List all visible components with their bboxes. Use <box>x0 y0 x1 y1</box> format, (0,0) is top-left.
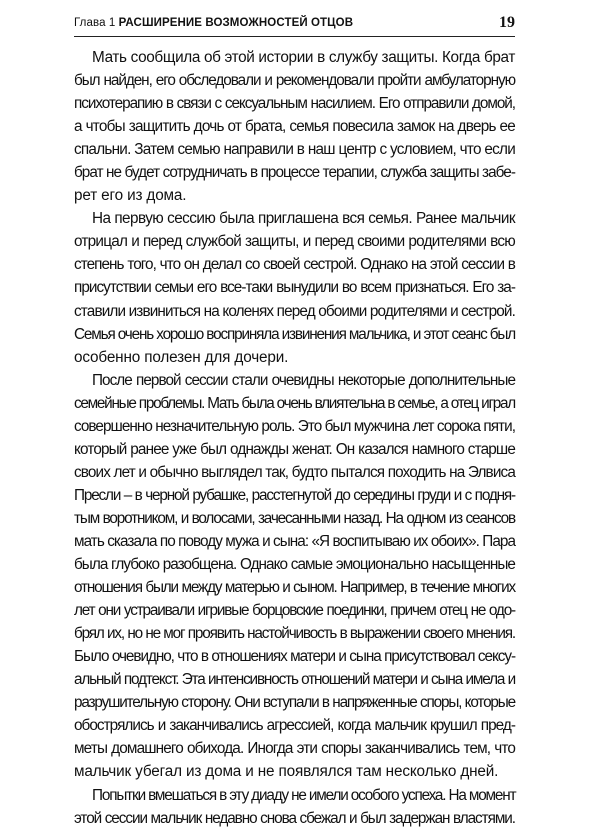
chapter-number: Глава 1 <box>74 17 116 29</box>
text-line: рет его из дома. <box>74 187 187 205</box>
text-line: а чтобы защитить дочь от брата, семья повесила замок на дверь ее <box>74 118 515 136</box>
text-line: Семья очень хорошо восприняла извинения мальчика, и этот сеанс был <box>74 325 515 343</box>
text-line: брял их, но не мог проявить настойчивость в выражении своего мнения. <box>74 625 515 643</box>
running-head <box>74 17 353 29</box>
text-line: присутствии семьи его все-таки вынудили во всем признаться. Его за- <box>74 279 515 297</box>
text-line: спальни. Затем семью направили в наш центр с условием, что если <box>74 141 515 159</box>
text-line: Попытки вмешаться в эту диаду не имели особого успеха. На момент <box>92 786 516 804</box>
text-line: меты домашнего обихода. Иногда эти споры заканчивались тем, что <box>74 740 515 758</box>
text-line: тым воротником, и волосами, зачесанными назад. На одном из сеансов <box>74 509 515 527</box>
text-line: брат не будет сотрудничать в процессе терапии, служба защиты забе- <box>74 164 515 182</box>
text-line: Пресли – в черной рубашке, расстегнутой до середины груди и с подня- <box>74 486 515 504</box>
page-number: 19 <box>499 14 515 31</box>
text-line: степень того, что он делал со своей сестрой. Однако на этой сессии в <box>74 256 515 274</box>
text-line: отношения были между матерью и сыном. Например, в течение многих <box>74 579 515 597</box>
text-line: На первую сессию была приглашена вся семья. Ранее мальчик <box>92 210 515 228</box>
text-line: лет они устраивали игривые борцовские поединки, причем отец не одо- <box>74 602 515 620</box>
text-line: отрицал и перед службой защиты, и перед своими родителями всю <box>74 233 515 251</box>
text-line: Было очевидно, что в отношениях матери и сына присутствовал сексу- <box>74 648 515 666</box>
page-header <box>74 14 515 37</box>
text-line: альный подтекст. Эта интенсивность отношений матери и сына имела и <box>74 671 515 689</box>
text-line: особенно полезен для дочери. <box>74 348 289 366</box>
text-line: обострялись и заканчивались агрессией, когда мальчик крушил пред- <box>74 717 515 735</box>
text-line: мать сказала по поводу мужа и сына: «Я воспитываю их обоих». Пара <box>74 532 515 550</box>
text-line: разрушительную сторону. Они вступали в напряженные споры, которые <box>74 694 515 712</box>
text-line: этой сессии мальчик недавно снова сбежал и был задержан властями. <box>74 809 515 827</box>
chapter-title: РАСШИРЕНИЕ ВОЗМОЖНОСТЕЙ ОТЦОВ <box>118 17 354 29</box>
text-line: После первой сессии стали очевидны некоторые дополнительные <box>92 371 515 389</box>
text-line: был найден, его обследовали и рекомендовали пройти амбулаторную <box>74 72 515 90</box>
body-text <box>74 46 515 830</box>
text-line: семейные проблемы. Мать была очень влиятельна в семье, а отец играл <box>74 394 515 412</box>
text-line: мальчик убегал из дома и не появлялся там несколько дней. <box>74 763 499 781</box>
text-line: ставили извиниться на коленях перед обоими родителями и сестрой. <box>74 302 515 320</box>
text-line: была глубоко разобщена. Однако самые эмоционально насыщенные <box>74 556 515 574</box>
text-line: совершенно незначительную роль. Это был мужчина лет сорока пяти, <box>74 417 515 435</box>
text-line: своих лет и обычно выглядел так, будто пытался походить на Элвиса <box>74 463 515 481</box>
text-line: который ранее уже был однажды женат. Он казался намного старше <box>74 440 515 458</box>
text-line: психотерапию в связи с сексуальным насилием. Его отправили домой, <box>74 95 515 113</box>
text-line: Мать сообщила об этой истории в службу защиты. Когда брат <box>92 49 515 66</box>
